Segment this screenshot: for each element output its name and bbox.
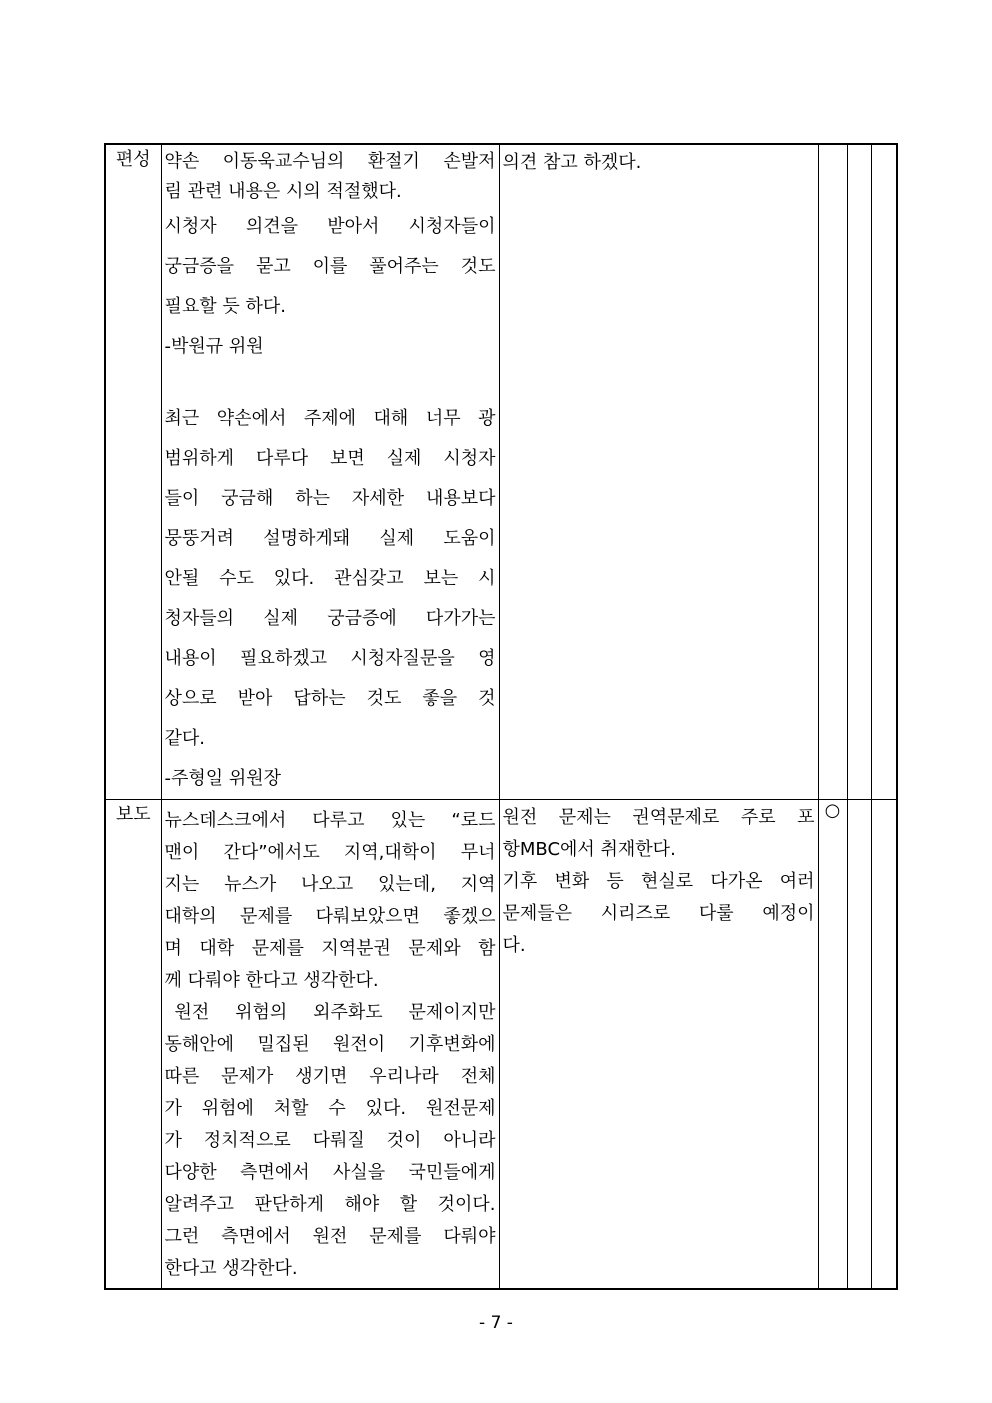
opinion-line: 내용이 필요하겠고 시청자질문을 영 [164,648,496,669]
table-row [105,800,897,1289]
check-mark-cell [871,144,897,800]
opinion-line: 동해안에 밀집된 원전이 기후변화에 [164,1034,496,1055]
minutes-table [104,143,898,1290]
check-mark-cell [871,800,897,1289]
opinion-line: 들이 궁금해 하는 자세한 내용보다 [164,488,496,509]
opinion-line: 같다. [164,728,205,749]
reply-line: 문제들은 시리즈로 다룰 예정이 [502,903,815,924]
opinion-line: -박원규 위원 [164,336,264,357]
opinion-line: 한다고 생각한다. [164,1258,298,1279]
opinion-line: 원전 위험의 외주화도 문제이지만 [174,1002,496,1023]
reply-line: 의견 참고 하겠다. [502,152,642,173]
opinion-line: 가 위험에 처할 수 있다. 원전문제 [164,1098,496,1119]
opinion-line: 림 관련 내용은 시의 적절했다. [164,181,402,202]
opinion-line: 궁금증을 묻고 이를 풀어주는 것도 [164,256,496,277]
check-mark-cell [847,800,871,1289]
opinion-line: 필요할 듯 하다. [164,296,286,317]
opinion-line: 맨이 간다”에서도 지역,대학이 무너 [164,842,496,863]
opinion-line: 최근 약손에서 주제에 대해 너무 광 [164,408,496,429]
opinion-line: 안될 수도 있다. 관심갖고 보는 시 [164,568,496,589]
opinion-line: 지는 뉴스가 나오고 있는데, 지역 [164,874,496,895]
check-mark-cell: ○ [818,800,847,1289]
page-number: - 7 - [479,1313,513,1333]
opinion-line: 알려주고 판단하게 해야 할 것이다. [164,1194,496,1215]
opinion-line: 뉴스데스크에서 다루고 있는 “로드 [164,810,496,831]
opinion-line: 따른 문제가 생기면 우리나라 전체 [164,1066,496,1087]
reply-line: 원전 문제는 권역문제로 주로 포 [502,807,815,828]
paragraph-spacer [165,367,496,399]
category-cell: 편성 [105,144,161,800]
opinion-line: 그런 측면에서 원전 문제를 다뤄야 [164,1226,496,1247]
opinion-cell [161,800,499,1289]
opinion-line: 시청자 의견을 받아서 시청자들이 [164,216,496,237]
table-row [105,144,897,800]
opinion-line: 상으로 받아 답하는 것도 좋을 것 [164,688,496,709]
opinion-line: 가 정치적으로 다뤄질 것이 아니라 [164,1130,496,1151]
reply-cell [499,144,818,800]
reply-line: 다. [502,935,526,956]
check-mark-cell [847,144,871,800]
reply-cell [499,800,818,1289]
opinion-cell [161,144,499,800]
reply-line: 항MBC에서 취재한다. [502,839,676,860]
category-cell: 보도 [105,800,161,1289]
opinion-line: 약손 이동욱교수님의 환절기 손발저 [164,151,496,172]
reply-line: 기후 변화 등 현실로 다가온 여러 [502,871,815,892]
opinion-line: 께 다뤄야 한다고 생각한다. [164,970,379,991]
check-mark-cell [818,144,847,800]
opinion-line: 며 대학 문제를 지역분권 문제와 함 [164,938,496,959]
opinion-line: 대학의 문제를 다뤄보았으면 좋겠으 [164,906,496,927]
opinion-line: 범위하게 다루다 보면 실제 시청자 [164,448,496,469]
opinion-line: 청자들의 실제 궁금증에 다가가는 [164,608,496,629]
opinion-line: 뭉뚱거려 설명하게돼 실제 도움이 [164,528,496,549]
opinion-line: -주형일 위원장 [164,768,282,789]
opinion-line: 다양한 측면에서 사실을 국민들에게 [164,1162,496,1183]
